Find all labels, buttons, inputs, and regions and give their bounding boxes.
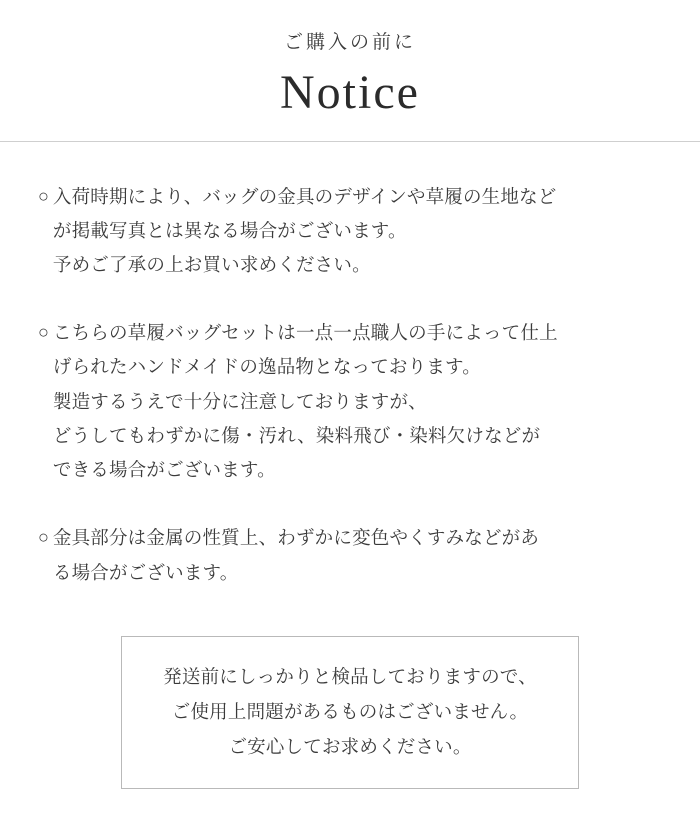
assurance-line: 発送前にしっかりと検品しておりますので、: [163, 665, 537, 687]
note-line: 金具部分は金属の性質上、わずかに変色やくすみなどがあ: [52, 527, 540, 549]
circle-bullet-icon: ○: [38, 322, 49, 343]
page-header: [0, 0, 700, 142]
circle-bullet-icon: ○: [38, 185, 49, 206]
footer-section: [0, 636, 700, 789]
list-item: [38, 521, 662, 589]
note-text: [53, 521, 539, 589]
note-line: げられたハンドメイドの逸品物となっております。: [52, 356, 481, 378]
page-title: Notice: [280, 65, 420, 119]
page-subtitle: ご購入の前に: [283, 32, 416, 53]
note-line: が掲載写真とは異なる場合がございます。: [52, 219, 407, 241]
note-line: 予めご了承の上お買い求めください。: [52, 254, 371, 276]
note-line: 製造するうえで十分に注意しておりますが、: [52, 390, 427, 412]
notice-list: [0, 180, 700, 590]
assurance-line: ご安心してお求めください。: [228, 736, 472, 758]
note-line: できる場合がございます。: [52, 459, 276, 481]
note-line: 入荷時期により、バッグの金具のデザインや草履の生地など: [52, 185, 557, 207]
note-line: る場合がございます。: [52, 561, 239, 583]
list-item: [38, 180, 662, 283]
circle-bullet-icon: ○: [38, 527, 49, 548]
assurance-line: ご使用上問題があるものはございません。: [171, 700, 529, 722]
note-text: [53, 180, 557, 283]
list-item: [38, 316, 662, 487]
note-line: どうしてもわずかに傷・汚れ、染料飛び・染料欠けなどが: [52, 424, 541, 446]
note-text: [53, 316, 558, 487]
note-line: こちらの草履バッグセットは一点一点職人の手によって仕上: [52, 322, 558, 344]
header-divider: [0, 141, 700, 142]
assurance-box: [121, 636, 579, 789]
